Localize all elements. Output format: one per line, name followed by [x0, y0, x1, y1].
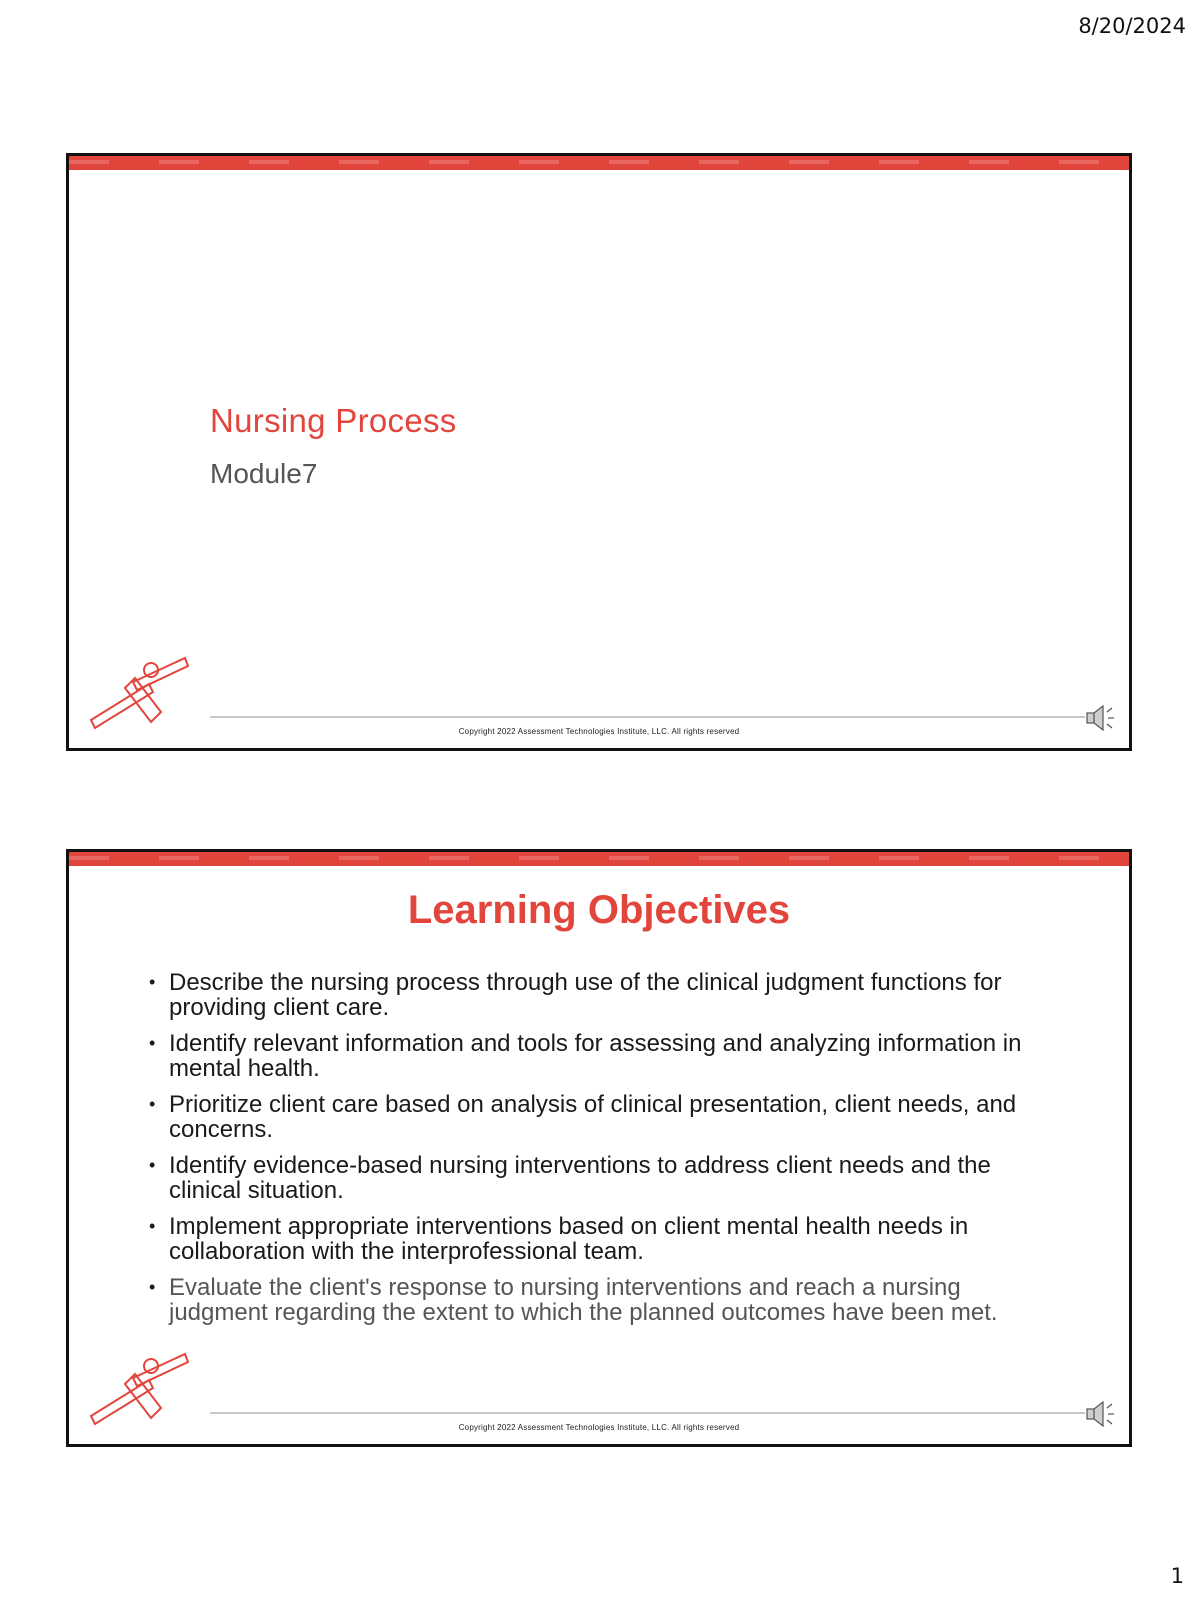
speaker-icon[interactable] [1081, 702, 1119, 734]
objective-text: Evaluate the client's response to nursing interventions and reach a nursing judgment regarding the extent to which the planned outcomes have been met. [169, 1274, 998, 1326]
slide-footer-rule [210, 716, 1085, 718]
list-item [149, 1214, 1049, 1264]
ati-logo-icon [87, 648, 197, 738]
page-date: 8/20/2024 [1078, 14, 1186, 38]
objectives-list [149, 970, 1049, 1336]
bullet-icon: • [149, 1216, 156, 1236]
slide-title [66, 153, 1132, 751]
slide-header-band [69, 852, 1129, 866]
list-item [149, 1031, 1049, 1081]
objective-text: Identify relevant information and tools for assessing and analyzing information in mental health. [169, 1030, 1022, 1082]
bullet-icon: • [149, 1033, 156, 1053]
objective-text: Prioritize client care based on analysis of clinical presentation, client needs, and concerns. [169, 1091, 1017, 1143]
list-item [149, 970, 1049, 1020]
list-item [149, 1092, 1049, 1142]
slide-subtitle: Module7 [210, 458, 318, 489]
slide-heading: Learning Objectives [407, 888, 791, 932]
slide-title-text: Nursing Process [210, 402, 457, 439]
list-item [149, 1275, 1049, 1325]
copyright-notice: Copyright 2022 Assessment Technologies Institute, LLC. All rights reserved [458, 727, 740, 736]
objective-text: Identify evidence-based nursing interventions to address client needs and the clinical situation. [169, 1152, 991, 1204]
bullet-icon: • [149, 1155, 156, 1175]
copyright-notice: Copyright 2022 Assessment Technologies Institute, LLC. All rights reserved [458, 1423, 740, 1432]
slide-header-band [69, 156, 1129, 170]
slide-footer-rule [210, 1412, 1085, 1414]
bullet-icon: • [149, 1094, 156, 1114]
bullet-icon: • [149, 972, 156, 992]
list-item [149, 1153, 1049, 1203]
bullet-icon: • [149, 1277, 156, 1297]
objective-text: Implement appropriate interventions based on client mental health needs in collaboration with the interprofessional team. [169, 1213, 969, 1265]
ati-logo-icon [87, 1344, 197, 1434]
speaker-icon[interactable] [1081, 1398, 1119, 1430]
slide-learning-objectives [66, 849, 1132, 1447]
page-number: 1 [1170, 1564, 1184, 1588]
objective-text: Describe the nursing process through use of the clinical judgment functions for providing client care. [169, 969, 1002, 1021]
